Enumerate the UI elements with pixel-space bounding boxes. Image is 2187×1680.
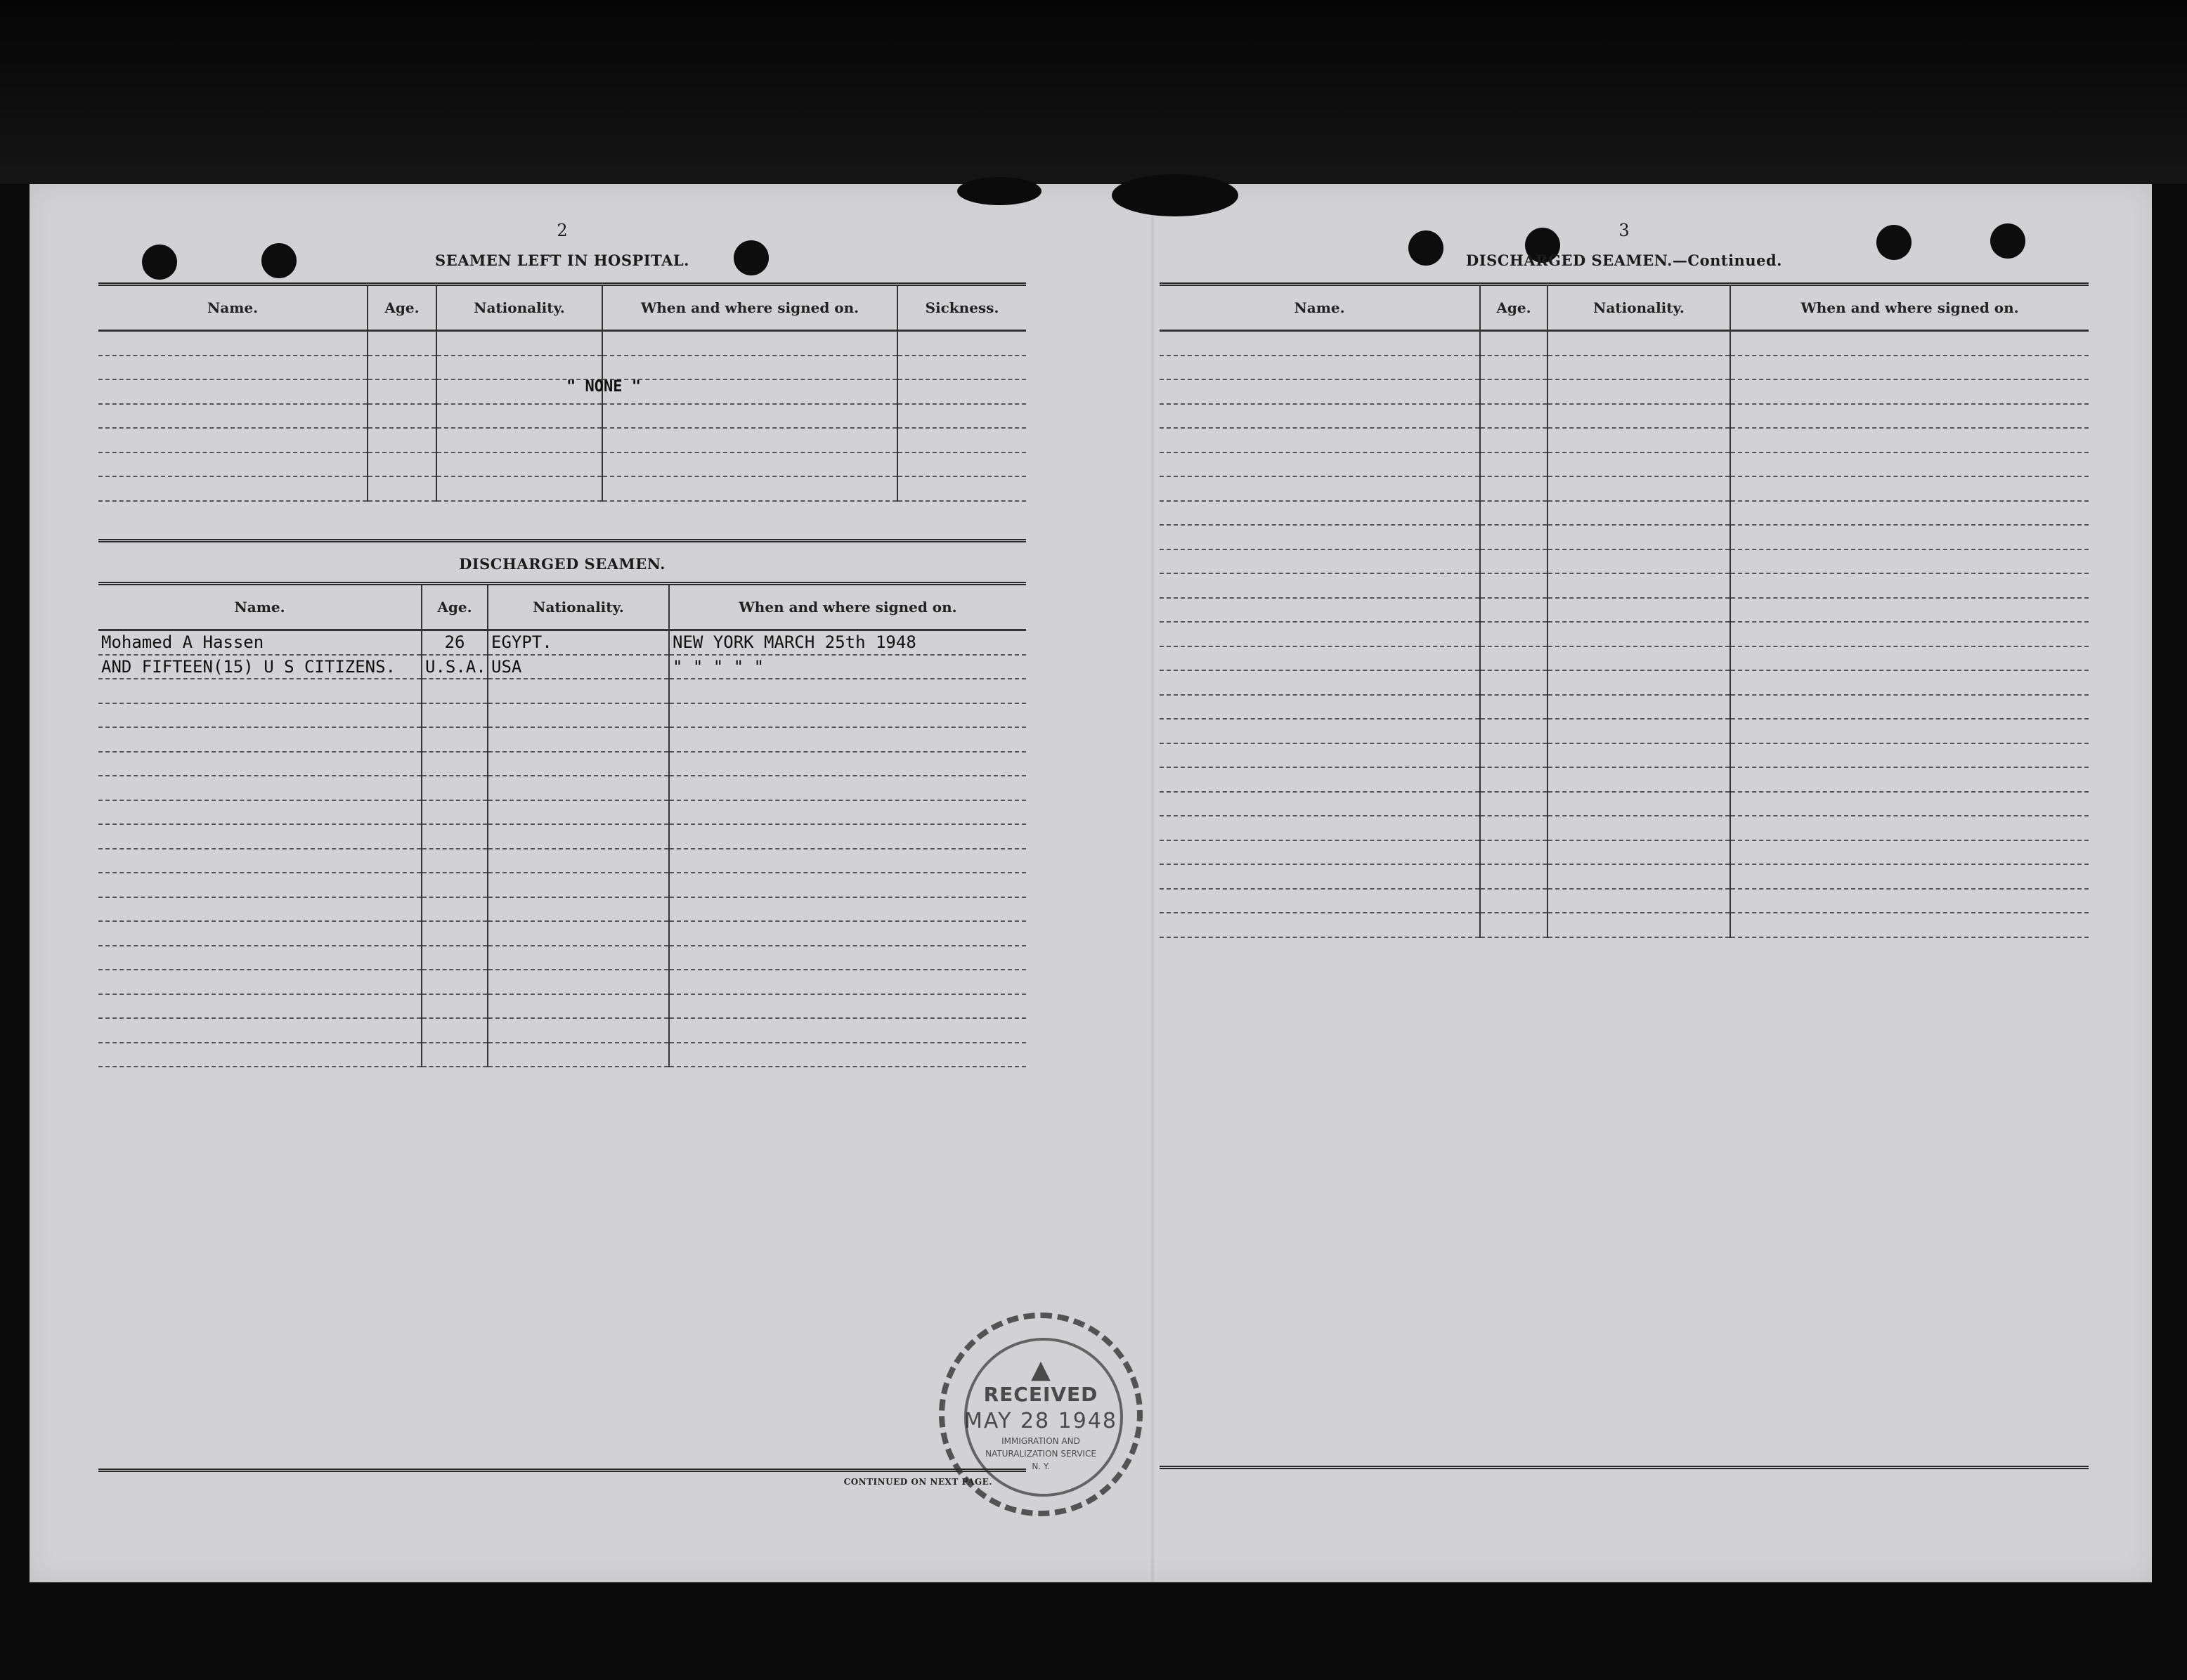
table-cell [669,727,1026,752]
table-cell [1480,889,1547,913]
table-cell: " " " " " [669,655,1026,679]
table-cell [1730,452,2089,477]
table-cell [1547,404,1730,429]
table-cell [1160,356,1480,380]
table-row [1160,549,2089,574]
table-cell [1547,622,1730,646]
table-cell [1480,864,1547,889]
column-header-name: Name. [1160,285,1480,331]
table-cell [98,994,422,1019]
table-row [1160,598,2089,623]
table-cell [669,1043,1026,1067]
table-cell [1160,840,1480,865]
table-row [98,428,1026,452]
table-cell [422,727,488,752]
left-page [98,184,1026,1582]
page-fold [1151,184,1154,1582]
table-row [98,356,1026,380]
table-cell [1480,792,1547,816]
table-cell [669,994,1026,1019]
table-row [1160,428,2089,452]
column-header-signed-on: When and where signed on. [669,584,1026,630]
table-cell [1730,428,2089,452]
page-number: 2 [557,221,568,240]
table-cell [1160,913,1480,937]
table-row [98,1018,1026,1043]
table-cell [368,379,436,404]
table-row [98,655,1026,679]
table-row [98,1043,1026,1067]
table-cell [897,331,1026,356]
table-cell [1730,549,2089,574]
table-row [1160,670,2089,695]
table-cell [602,428,897,452]
table-cell [1547,476,1730,501]
table-cell [488,752,669,776]
column-header-signed-on: When and where signed on. [602,285,897,331]
table-cell [1160,428,1480,452]
table-cell [488,994,669,1019]
table-cell [1730,476,2089,501]
table-row [98,630,1026,655]
table-cell [1547,719,1730,743]
table-cell [1547,598,1730,623]
table-cell [436,356,602,380]
table-cell [1547,573,1730,598]
table-cell [1547,501,1730,526]
table-cell [897,428,1026,452]
table-row [98,452,1026,477]
table-cell [602,379,897,404]
table-cell [98,703,422,728]
eagle-icon: ▲ [1031,1355,1051,1384]
title-text: DISCHARGED SEAMEN. [1466,252,1673,269]
table-cell [1480,379,1547,404]
table-cell: Mohamed A Hassen [98,630,422,655]
table-row [98,800,1026,825]
table-cell [669,776,1026,800]
table-cell [669,752,1026,776]
table-cell [368,476,436,501]
table-row [98,873,1026,897]
column-header-name: Name. [98,584,422,630]
table-cell: 26 [422,630,488,655]
table-cell [368,331,436,356]
table-cell [1160,331,1480,356]
table-cell: EGYPT. [488,630,669,655]
table-cell: AND FIFTEEN(15) U S CITIZENS. [98,655,422,679]
table-row [1160,331,2089,356]
table-cell [602,356,897,380]
table-cell [897,356,1026,380]
table-row [1160,501,2089,526]
table-cell [1730,646,2089,671]
title-suffix: —Continued. [1672,252,1782,269]
table-cell [488,873,669,897]
table-cell [602,404,897,429]
stamp-title: RECEIVED [983,1383,1098,1406]
column-header-signed-on: When and where signed on. [1730,285,2089,331]
table-row [1160,646,2089,671]
column-header-age: Age. [422,584,488,630]
table-cell [422,873,488,897]
table-cell [488,897,669,922]
discharged-table [98,582,1026,1067]
table-cell [1547,356,1730,380]
table-row [1160,792,2089,816]
table-cell [1160,889,1480,913]
stamp-date: MAY 28 1948 [964,1409,1117,1433]
table-cell [98,404,368,429]
table-cell [1547,816,1730,840]
table-cell [1160,573,1480,598]
table-cell [1547,840,1730,865]
table-cell [422,824,488,849]
stamp-line: NATURALIZATION SERVICE [985,1449,1096,1459]
received-stamp [939,1313,1143,1516]
table-cell [1160,743,1480,768]
table-cell [488,970,669,994]
table-cell [98,379,368,404]
table-cell [1160,864,1480,889]
scan-background [0,0,2187,184]
table-cell [1730,404,2089,429]
table-cell [1480,840,1547,865]
table-cell [1730,525,2089,549]
table-cell [1480,525,1547,549]
table-cell [1480,816,1547,840]
table-cell [669,679,1026,703]
table-cell [1480,476,1547,501]
table-row [98,776,1026,800]
table-row [98,921,1026,946]
table-cell [1730,379,2089,404]
table-row [1160,913,2089,937]
table-row [1160,379,2089,404]
discharged-section-title: DISCHARGED SEAMEN. [459,555,666,573]
table-cell [669,800,1026,825]
table-cell [602,476,897,501]
table-cell [422,679,488,703]
table-cell [1480,767,1547,792]
table-cell [98,1043,422,1067]
table-cell [1160,404,1480,429]
table-cell [1480,404,1547,429]
table-row [98,752,1026,776]
table-cell [1480,598,1547,623]
table-cell [1160,379,1480,404]
table-cell [488,727,669,752]
table-cell [368,452,436,477]
table-cell [1730,622,2089,646]
table-cell [1160,476,1480,501]
table-cell [1480,452,1547,477]
table-cell [1547,428,1730,452]
column-header-nationality: Nationality. [1547,285,1730,331]
table-row [1160,767,2089,792]
table-row [1160,622,2089,646]
table-cell [488,679,669,703]
table-cell [1547,767,1730,792]
table-cell [602,452,897,477]
table-cell [1730,573,2089,598]
table-cell [1730,598,2089,623]
table-row [98,970,1026,994]
table-cell [368,404,436,429]
table-cell [669,921,1026,946]
table-cell [98,873,422,897]
table-cell [98,776,422,800]
table-cell [1730,792,2089,816]
table-cell [436,452,602,477]
table-row [1160,816,2089,840]
table-row [98,994,1026,1019]
table-cell [1730,767,2089,792]
table-cell [488,800,669,825]
table-cell [98,1018,422,1043]
table-cell [1480,331,1547,356]
table-cell [1160,622,1480,646]
table-cell [1160,816,1480,840]
table-row [98,404,1026,429]
table-cell [1160,598,1480,623]
table-row [1160,573,2089,598]
table-cell [1160,452,1480,477]
table-cell [98,679,422,703]
table-cell [1547,864,1730,889]
table-row [98,849,1026,873]
table-cell [1160,767,1480,792]
table-cell [422,752,488,776]
table-cell [1547,379,1730,404]
table-row [98,824,1026,849]
table-cell [1480,913,1547,937]
hospital-section-title: SEAMEN LEFT IN HOSPITAL. [435,252,689,269]
table-cell [488,1018,669,1043]
table-cell [436,331,602,356]
table-cell [669,873,1026,897]
table-cell [1480,622,1547,646]
table-cell [1547,913,1730,937]
table-cell [1730,501,2089,526]
table-cell [1547,889,1730,913]
table-row [1160,404,2089,429]
table-row [1160,695,2089,719]
table-cell [669,703,1026,728]
column-header-age: Age. [1480,285,1547,331]
continued-note: CONTINUED ON NEXT PAGE. [843,1477,992,1487]
table-cell: NEW YORK MARCH 25th 1948 [669,630,1026,655]
table-cell [422,703,488,728]
column-header-nationality: Nationality. [488,584,669,630]
table-cell [98,331,368,356]
table-row [1160,525,2089,549]
table-row [1160,719,2089,743]
table-cell [1480,670,1547,695]
table-row [1160,356,2089,380]
table-cell [422,1018,488,1043]
table-row [98,703,1026,728]
table-cell [488,1043,669,1067]
stamp-ring [964,1338,1123,1497]
table-row [1160,889,2089,913]
table-cell [98,800,422,825]
table-row [98,727,1026,752]
table-cell [602,331,897,356]
table-cell [1730,889,2089,913]
table-cell [98,428,368,452]
table-cell [422,776,488,800]
table-cell [98,727,422,752]
table-cell [669,1018,1026,1043]
table-cell [1547,670,1730,695]
table-cell [897,404,1026,429]
table-cell [1730,695,2089,719]
table-cell [669,970,1026,994]
table-rule [98,1469,1026,1472]
table-cell [1480,501,1547,526]
table-cell [1160,646,1480,671]
table-cell [1160,670,1480,695]
table-row [98,331,1026,356]
discharged-continued-table [1160,282,2089,938]
table-cell [1730,356,2089,380]
table-cell [488,703,669,728]
table-cell [488,849,669,873]
manifest-sheet [30,184,2152,1582]
table-cell [1730,864,2089,889]
column-header-name: Name. [98,285,368,331]
discharged-continued-title [1160,252,2089,269]
table-cell [669,849,1026,873]
table-cell [897,452,1026,477]
table-cell [1730,719,2089,743]
table-row [98,946,1026,970]
table-cell [436,404,602,429]
table-cell [368,356,436,380]
table-cell [1547,792,1730,816]
table-cell [1480,695,1547,719]
right-page [1160,184,2089,1582]
table-cell [488,776,669,800]
table-cell [669,897,1026,922]
table-rule [1160,1466,2089,1469]
hospital-none-entry: " NONE " [566,378,641,396]
table-cell [1480,719,1547,743]
table-cell [1480,428,1547,452]
table-cell [1480,549,1547,574]
table-cell [422,946,488,970]
table-row [98,897,1026,922]
table-cell [1730,913,2089,937]
table-cell [1547,743,1730,768]
column-header-nationality: Nationality. [436,285,602,331]
table-cell [897,379,1026,404]
table-cell [488,921,669,946]
table-cell [98,970,422,994]
table-cell [98,849,422,873]
table-cell [98,897,422,922]
table-row [98,679,1026,703]
table-cell [1547,525,1730,549]
table-cell: USA [488,655,669,679]
table-cell: U.S.A. [422,655,488,679]
table-cell [98,824,422,849]
table-cell [1730,840,2089,865]
table-cell [422,800,488,825]
hospital-table [98,282,1026,502]
table-cell [98,452,368,477]
table-cell [98,356,368,380]
table-cell [1730,670,2089,695]
table-cell [1480,356,1547,380]
table-cell [422,994,488,1019]
table-cell [488,824,669,849]
table-cell [1730,816,2089,840]
table-cell [1547,695,1730,719]
page-number: 3 [1618,221,1630,240]
table-cell [98,752,422,776]
table-row [1160,864,2089,889]
table-cell [422,897,488,922]
table-cell [488,946,669,970]
table-cell [669,824,1026,849]
table-cell [1480,646,1547,671]
table-cell [1730,743,2089,768]
table-cell [669,946,1026,970]
table-row [98,379,1026,404]
table-cell [1480,573,1547,598]
table-cell [1160,501,1480,526]
table-cell [436,428,602,452]
table-cell [1547,646,1730,671]
table-row [98,476,1026,501]
table-cell [1160,792,1480,816]
table-cell [422,921,488,946]
table-cell [1547,331,1730,356]
table-row [1160,840,2089,865]
table-cell [1547,549,1730,574]
table-cell [98,946,422,970]
table-cell [1160,695,1480,719]
table-cell [897,476,1026,501]
table-cell [1160,549,1480,574]
table-cell [422,849,488,873]
table-row [1160,743,2089,768]
table-cell [1160,719,1480,743]
table-cell [98,921,422,946]
table-cell [1547,452,1730,477]
table-cell [422,1043,488,1067]
table-cell [98,476,368,501]
column-header-age: Age. [368,285,436,331]
table-cell [368,428,436,452]
table-cell [436,476,602,501]
table-row [1160,452,2089,477]
stamp-line: N. Y. [1032,1461,1050,1471]
column-header-sickness: Sickness. [897,285,1026,331]
table-cell [1160,525,1480,549]
table-cell [1730,331,2089,356]
stamp-line: IMMIGRATION AND [1001,1436,1080,1446]
table-rule [98,539,1026,542]
table-cell [1480,743,1547,768]
table-row [1160,476,2089,501]
table-cell [422,970,488,994]
